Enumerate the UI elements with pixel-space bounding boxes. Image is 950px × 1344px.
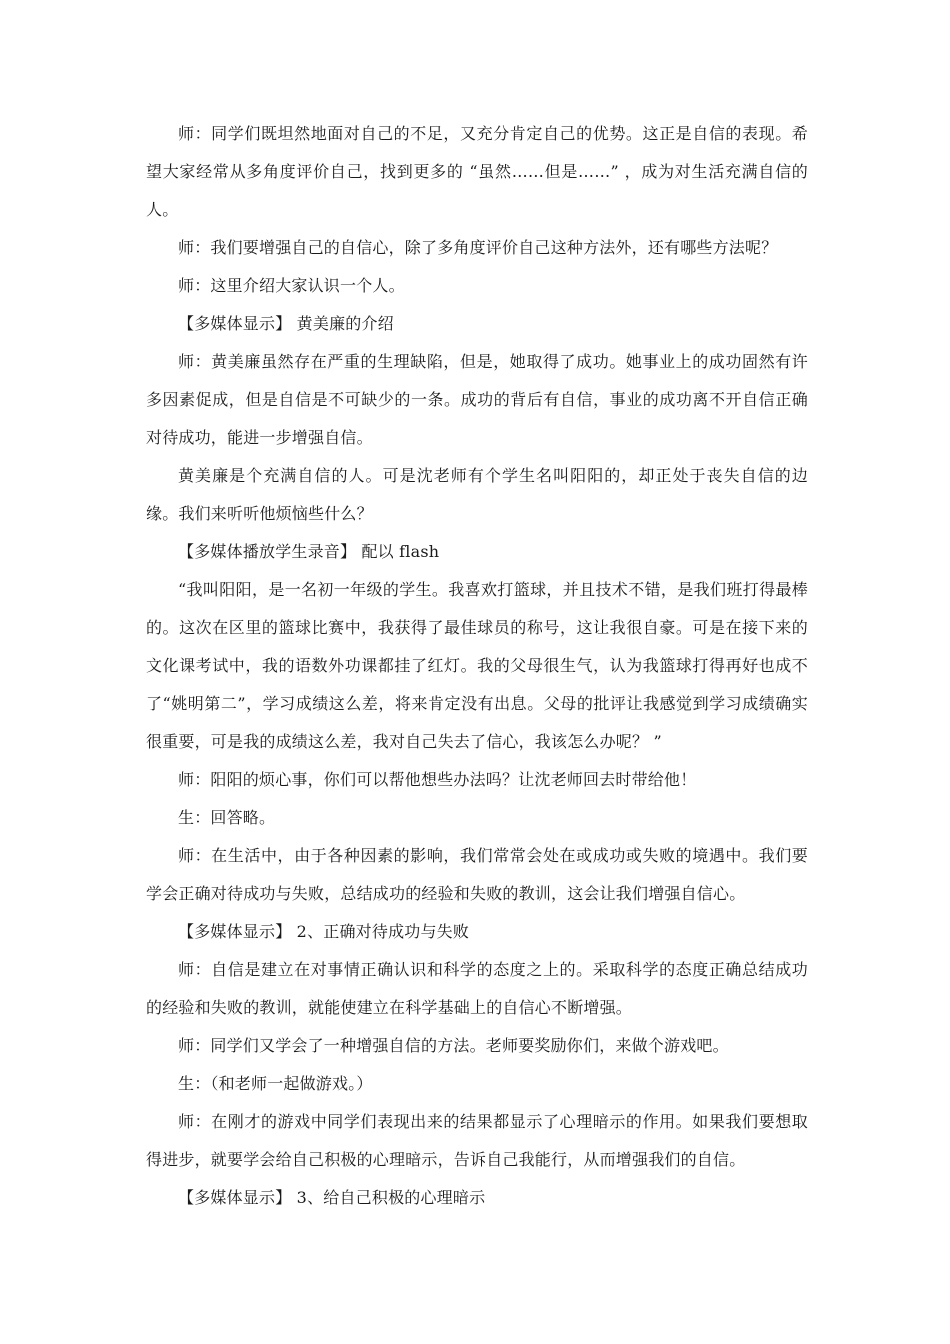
paragraph-multimedia-point-3: 【多媒体显示】 3、给自己积极的心理暗示 [178,1188,486,1207]
paragraph-scientific-attitude: 师：自信是建立在对事情正确认识和科学的态度之上的。采取科学的态度正确总结成功的经验和失败的教训，就能使建立在科学基础上的自信心不断增强。 [146,960,808,1017]
paragraph-yangyang-story: “我叫阳阳，是一名初一年级的学生。我喜欢打篮球，并且技术不错，是我们班打得最棒的。这次在区里的篮球比赛中，我获得了最佳球员的称号，这让我很自豪。可是在接下来的文化课考试中，我的语数外功课都挂了红灯。我的父母很生气，认为我篮球打得再好也成不了“姚明第二”，学习成绩这么差，将来肯定没有出息。父母的批评让我感觉到学习成绩确实很重要，可是我的成绩这么差，我对自己失去了信心，我该怎么办呢？ ” [146,580,808,751]
paragraph-student-answer: 生：回答略。 [178,808,276,827]
paragraph-confidence-summary: 师：同学们既坦然地面对自己的不足，又充分肯定自己的优势。这正是自信的表现。希望大家经常从多角度评价自己，找到更多的 “虽然……但是……” ，成为对生活充满自信的人。 [146,124,808,219]
paragraph-huang-success: 师：黄美廉虽然存在严重的生理缺陷，但是，她取得了成功。她事业上的成功固然有许多因素促成，但是自信是不可缺少的一条。成功的背后有自信，事业的成功离不开自信正确对待成功，能进一步增强自信。 [146,352,808,447]
paragraph-game-intro: 师：同学们又学会了一种增强自信的方法。老师要奖励你们，来做个游戏吧。 [178,1036,729,1055]
paragraph-student-game: 生：（和老师一起做游戏。） [178,1074,373,1093]
paragraph-multimedia-recording: 【多媒体播放学生录音】 配以 flash [178,542,440,561]
paragraph-multimedia-point-2: 【多媒体显示】 2、正确对待成功与失败 [178,922,470,941]
paragraph-success-failure: 师：在生活中，由于各种因素的影响，我们常常会处在或成功或失败的境遇中。我们要学会正确对待成功与失败，总结成功的经验和失败的教训，这会让我们增强自信心。 [146,846,808,903]
document-page [146,115,808,1217]
paragraph-yangyang-intro: 黄美廉是个充满自信的人。可是沈老师有个学生名叫阳阳的，却正处于丧失自信的边缘。我们来听听他烦恼些什么？ [146,466,808,523]
paragraph-multimedia-huang: 【多媒体显示】 黄美廉的介绍 [178,314,394,333]
paragraph-introduce-person: 师：这里介绍大家认识一个人。 [178,276,405,295]
paragraph-psychological-hint: 师：在刚才的游戏中同学们表现出来的结果都显示了心理暗示的作用。如果我们要想取得进步，就要学会给自己积极的心理暗示，告诉自己我能行，从而增强我们的自信。 [146,1112,808,1169]
paragraph-question-methods: 师：我们要增强自己的自信心，除了多角度评价自己这种方法外，还有哪些方法呢？ [178,238,778,257]
paragraph-help-yangyang: 师：阳阳的烦心事，你们可以帮他想些办法吗？让沈老师回去时带给他！ [178,770,697,789]
